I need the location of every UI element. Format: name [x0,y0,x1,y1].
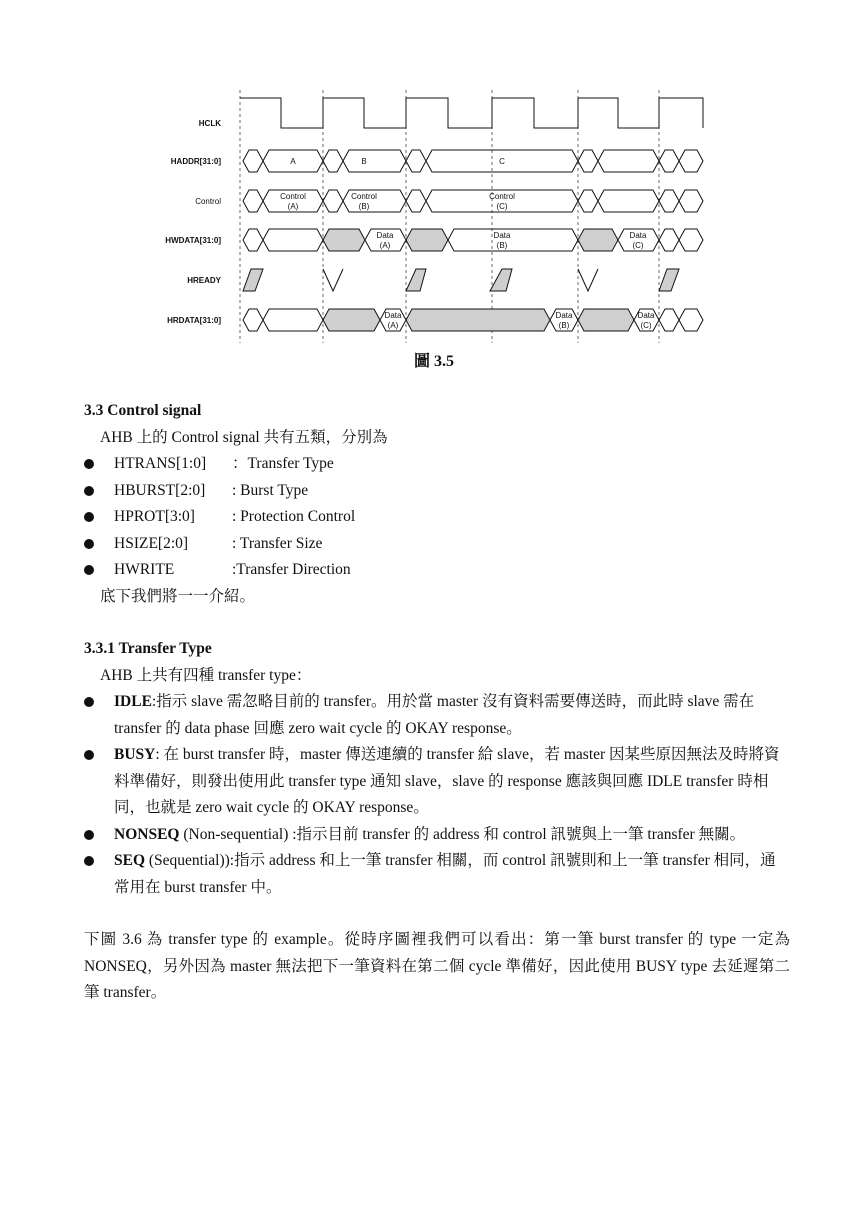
type-text: : 在 burst transfer 時，master 傳送連續的 transfer 給 slave，若 master 因某些原因無法及時將資料準備好，則發出使用此 transfer type 通知 slave，slave 的 response 應該與回應 IDLE transfer 時相同，也就是 zero wait cycle 的 OKAY response。 [114,746,780,816]
bus-segment [263,229,323,251]
bus-label: Data [384,311,402,320]
bus-label: B [361,157,367,166]
list-item [84,848,790,901]
hready-transition [323,269,343,291]
section-intro: AHB 上的 Control signal 共有五類，分別為 [100,428,388,446]
bus-label: C [499,157,505,166]
hready-transition [578,269,598,291]
subsection-intro: AHB 上共有四種 transfer type： [100,666,312,684]
type-text: :指示 slave 需忽略目前的 transfer。用於當 master 沒有資料需要傳送時，而此時 slave 需在 transfer 的 data phase 回應 zero wait cycle 的 OKAY response。 [114,693,755,737]
signal-label: Control [195,197,221,206]
signal-desc: :Transfer Direction [232,561,351,578]
bus-label-sub: (C) [640,321,652,330]
bus-label-sub: (A) [287,202,299,211]
signal-label: HADDR[31:0] [170,157,221,166]
bus-segment [323,190,343,212]
bus-segment [659,229,679,251]
bus-segment [659,309,679,331]
bullet-icon [84,459,94,469]
bus-segment [263,309,323,331]
bus-segment [659,150,679,172]
bus-label-sub: (B) [496,241,508,250]
bus-segment [406,190,426,212]
type-name: IDLE [114,693,152,710]
bus-segment [448,229,578,251]
bus-label-sub: (A) [379,241,391,250]
bus-label: Control [280,192,306,201]
bus-label-sub: (B) [358,202,370,211]
signal-name: HBURST[2:0] [114,481,206,499]
control-signal-list [84,451,790,584]
section-outro: 底下我們將一一介紹。 [100,587,256,605]
bus-segment [323,229,365,251]
closing-paragraph: 下圖 3.6 為 transfer type 的 example。從時序圖裡我們可以看出：第一筆 burst transfer 的 type 一定為 NONSEQ，另外因為 master 無法把下一筆資料在第二個 cycle 準備好，因此使用 BUSY type 去延遲第二筆 transfer。 [84,931,790,1001]
signal-name: HTRANS[1:0] [114,455,207,472]
bus-label-sub: (C) [632,241,644,250]
bus-segment [679,229,703,251]
hready-transition [243,269,263,291]
bus-label-sub: (B) [558,321,570,330]
subsection-heading: 3.3.1 Transfer Type [84,640,212,657]
bullet-icon [84,856,94,866]
list-item [84,822,790,849]
bus-label: Data [629,231,647,240]
document-body [84,398,790,1007]
list-item [84,478,790,505]
bullet-icon [84,539,94,549]
bullet-icon [84,697,94,707]
type-text: (Non-sequential) :指示目前 transfer 的 address 和 control 訊號與上一筆 transfer 無關。 [179,825,746,843]
signal-labels [165,119,655,330]
type-text: (Sequential)):指示 address 和上一筆 transfer 相關，而 control 訊號則和上一筆 transfer 相同，通常用在 burst transfer 中。 [114,852,776,896]
signal-label: HCLK [198,119,221,128]
list-item [84,504,790,531]
transfer-type-list [84,689,790,901]
bus-label: Control [489,192,515,201]
bus-segment [578,229,618,251]
signal-label: HRDATA[31:0] [167,316,221,325]
bullet-icon [84,830,94,840]
bus-segment [598,150,659,172]
signal-desc: : Protection Control [232,508,356,525]
section-heading: 3.3 Control signal [84,402,202,419]
hready-transition [406,269,426,291]
hclk-wave [240,98,703,128]
bus-label: Data [376,231,394,240]
bus-segment [323,309,380,331]
bus-segment [578,309,634,331]
bus-label: Data [493,231,511,240]
bus-segment [679,309,703,331]
bus-segment [406,150,426,172]
bus-label: Data [637,311,655,320]
signal-label: HWDATA[31:0] [165,236,221,245]
bus-segment [578,150,598,172]
hready-transition [490,269,512,291]
figure-caption: 圖 3.5 [413,353,454,370]
bus-label: Data [555,311,573,320]
bus-label-sub: (A) [387,321,399,330]
bus-label: Control [351,192,377,201]
bus-segment [659,190,679,212]
bullet-icon [84,486,94,496]
bullet-icon [84,512,94,522]
type-name: NONSEQ [114,825,180,843]
type-name: SEQ [114,852,146,869]
hready-transition [659,269,679,291]
signal-desc: : Burst Type [232,481,309,499]
waveforms [240,98,703,331]
bus-segment [679,190,703,212]
bullet-icon [84,565,94,575]
bus-segment [578,190,598,212]
bus-segment [679,150,703,172]
bus-segment [243,309,263,331]
signal-desc: : Transfer Size [232,534,323,552]
bus-label: A [290,157,296,166]
bus-segment [598,190,659,212]
bus-segment [323,150,343,172]
list-item [84,531,790,558]
bullet-icon [84,750,94,760]
timing-diagram [150,88,710,346]
list-item [84,557,790,584]
bus-segment [243,229,263,251]
signal-name: HSIZE[2:0] [114,534,189,552]
signal-label: HREADY [187,276,221,285]
bus-segment [343,150,406,172]
signal-name: HWRITE [114,561,175,578]
bus-segment [406,229,448,251]
type-name: BUSY [114,746,156,763]
bus-segment [243,150,263,172]
signal-desc: ：Transfer Type [232,455,334,472]
list-item [84,689,790,742]
bus-segment [406,309,550,331]
bus-segment [243,190,263,212]
signal-name: HPROT[3:0] [114,508,195,525]
list-item [84,451,790,478]
bus-label-sub: (C) [496,202,508,211]
list-item [84,742,790,822]
